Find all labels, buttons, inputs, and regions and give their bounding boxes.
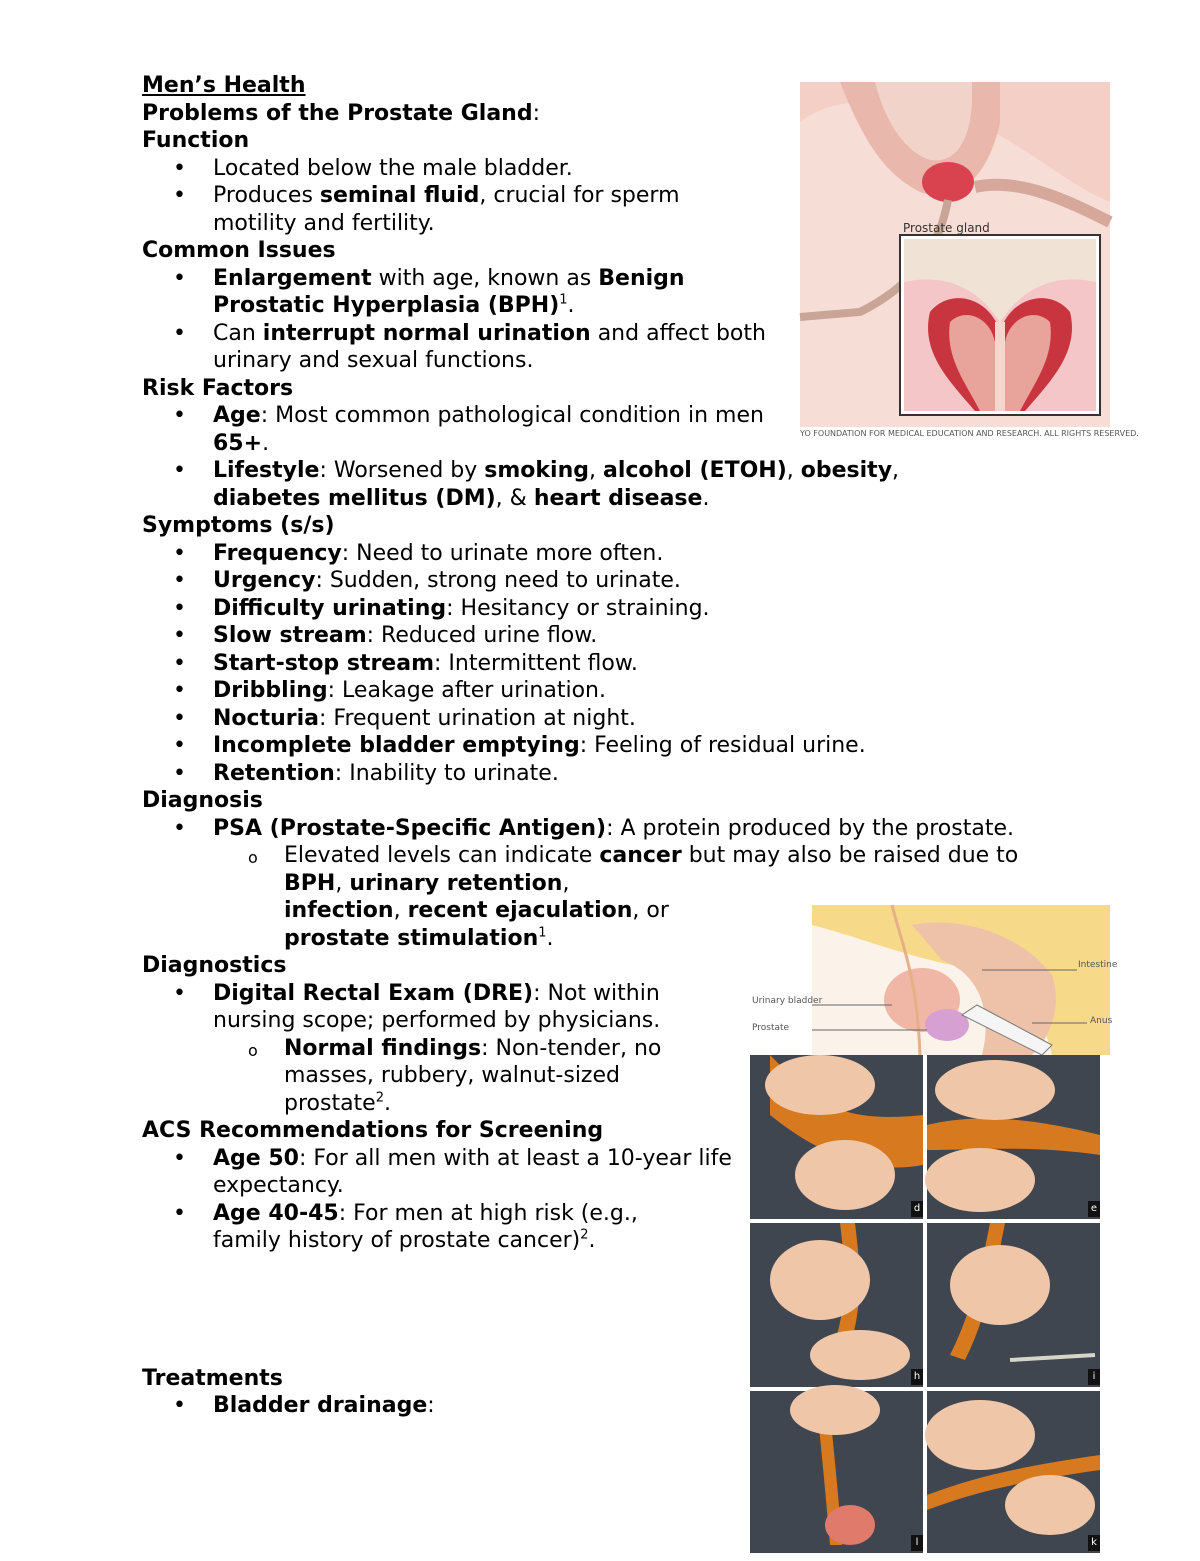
dre-diagram-figure (752, 905, 1118, 1055)
list-item: • Bladder drainage: (142, 1392, 1072, 1420)
section-heading-common-issues: Common Issues (142, 238, 336, 263)
figure-label-prostate-gland: Prostate gland (903, 221, 990, 235)
sub-list-item: o Elevated levels can indicate cancer but may also be raised due to BPH, urinary retention, infection, recent ejaculation, or prostate stimulation$^1$. (142, 842, 1072, 952)
prostate-anatomy-figure (800, 82, 1139, 442)
list-item: • Age: Most common pathological condition in men 65+. (142, 402, 773, 457)
symptoms-list (142, 540, 1072, 788)
list-item: • Nocturia: Frequent urination at night. (142, 705, 1072, 733)
panel-label-i: i (1088, 1369, 1100, 1385)
section-heading-treatments: Treatments (142, 1365, 283, 1391)
label-urinary-bladder: Urinary bladder (752, 996, 823, 1006)
sub-list-item: o Normal findings: Non-tender, no masses, rubbery, walnut-sized prostate$^2$. (142, 1035, 704, 1118)
list-item: • PSA (Prostate-Specific Antigen): A protein produced by the prostate. (142, 815, 1043, 843)
list-item: • Can interrupt normal urination and affect both urinary and sexual functions. (142, 320, 773, 375)
list-item: • Retention: Inability to urinate. (142, 760, 1072, 788)
panel-label-d: d (911, 1201, 923, 1217)
list-item: • Enlargement with age, known as Benign Prostatic Hyperplasia (BPH)$^1$. (142, 265, 753, 320)
list-item: • Start-stop stream: Intermittent flow. (142, 650, 1072, 678)
panel-label-k: k (1088, 1535, 1100, 1551)
list-item: • Urgency: Sudden, strong need to urinate. (142, 567, 1072, 595)
dre-diagram-illustration (752, 905, 1113, 1055)
list-item: • Incomplete bladder emptying: Feeling of residual urine. (142, 732, 1072, 760)
section-heading-acs: ACS Recommendations for Screening (142, 1118, 604, 1143)
label-intestine: Intestine (1078, 960, 1118, 970)
catheter-photo-grid (750, 1055, 1100, 1553)
list-item: • Slow stream: Reduced urine flow. (142, 622, 1072, 650)
list-item: • Frequency: Need to urinate more often. (142, 540, 1072, 568)
list-item: • Digital Rectal Exam (DRE): Not within nursing scope; performed by physicians. (142, 980, 713, 1035)
list-item: • Located below the male bladder. (142, 155, 1072, 183)
figure-credit: YO FOUNDATION FOR MEDICAL EDUCATION AND RESEARCH. ALL RIGHTS RESERVED. (800, 429, 1139, 438)
list-item: • Difficulty urinating: Hesitancy or straining. (142, 595, 1072, 623)
list-item: • Age 50: For all men with at least a 10-year life expectancy. (142, 1145, 733, 1200)
list-item: • Produces seminal fluid, crucial for sperm motility and fertility. (142, 182, 753, 237)
label-anus: Anus (1090, 1016, 1113, 1026)
section-heading-diagnostics: Diagnostics (142, 953, 287, 978)
section-heading-function: Function (142, 128, 250, 153)
panel-label-e: e (1088, 1201, 1100, 1217)
panel-label-h: h (911, 1369, 923, 1385)
page-title: Men’s Health (142, 73, 306, 98)
subtitle-line: Problems of the Prostate Gland: (142, 100, 540, 126)
section-heading-risk-factors: Risk Factors (142, 375, 294, 401)
list-item: • Age 40-45: For men at high risk (e.g., family history of prostate cancer)$^2$. (142, 1200, 703, 1255)
subtitle: Problems of the Prostate Gland (142, 100, 533, 126)
catheter-photos (750, 1055, 1100, 1553)
label-prostate: Prostate (752, 1023, 790, 1033)
prostate-anatomy-illustration (800, 82, 1110, 442)
section-heading-diagnosis: Diagnosis (142, 788, 263, 813)
list-item: • Lifestyle: Worsened by smoking, alcohol (ETOH), obesity, diabetes mellitus (DM), & heart disease. (142, 457, 1072, 512)
panel-label-l: l (911, 1535, 923, 1551)
section-heading-symptoms: Symptoms (s/s) (142, 513, 335, 538)
list-item: • Dribbling: Leakage after urination. (142, 677, 1072, 705)
